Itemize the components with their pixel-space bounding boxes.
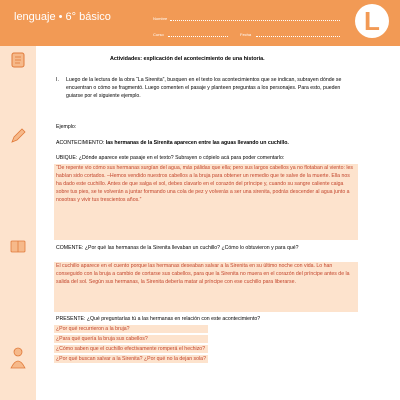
left-margin	[0, 46, 36, 400]
header-bar	[0, 0, 400, 46]
logo-circle	[355, 4, 389, 38]
example-label: Ejemplo:	[56, 124, 77, 130]
ubique-answer[interactable]: “De repente vio cómo sus hermanas surgían del agua, más pálidas que ella; pero sus largos cabellos ya no flotaban al viento: les habían sido cortados. –Hemos vendido nuestros cabellos a la bruja para obtener un remedio que te salve de la muerte. Ella nos ha dado este cuchillo. Antes de que salga el sol, debes clavarlo en el corazón del príncipe y, cuando su sangre caliente caiga sobre tus pies, se te volverán a juntar formando una cola de pez y volverás a ser una sirenita, podrás descender al agua junto a nosotras y vivir tus trescientos años.”	[54, 164, 358, 240]
instruction-text: Luego de la lectura de la obra “La Sirenita”, busquen en el texto los acontecimientos que se indican, subrayen dónde se encuentran o cómo se fragmentó. Luego comenten el pasaje y planteen preguntas a los personajes. Para esto, pueden guiarse por el siguiente ejemplo.	[66, 77, 342, 99]
scroll-icon	[8, 50, 28, 70]
event-line	[56, 140, 356, 146]
course-line[interactable]	[168, 36, 228, 37]
field-label-date: Fecha	[240, 32, 252, 37]
book-icon	[8, 236, 28, 256]
event-label: ACONTECIMIENTO:	[56, 140, 105, 146]
question-item[interactable]: ¿Cómo saben que el cuchillo efectivamente romperá el hechizo?	[54, 345, 208, 353]
question-list	[54, 325, 358, 365]
question-item[interactable]: ¿Para qué quería la bruja sus cabellos?	[54, 335, 208, 343]
date-line[interactable]	[256, 36, 340, 37]
name-line[interactable]	[170, 20, 340, 21]
field-label-course: Curso	[153, 32, 164, 37]
question-item[interactable]: ¿Por qué recurrieron a la bruja?	[54, 325, 208, 333]
subject-title: lenguaje • 6° básico	[14, 11, 111, 23]
activity-title: Actividades: explicación del acontecimiento de una historia.	[110, 56, 265, 62]
comente-label: COMENTE: ¿Por qué las hermanas de la Sirenita llevaban un cuchillo? ¿Cómo lo obtuvieron y para qué?	[56, 245, 299, 251]
comente-answer[interactable]: El cuchillo aparece en el cuento porque las hermanas deseaban salvar a la Sirenita en su último noche con vida. Lo han conseguido con la bruja a cambio de cortarse sus cabellos, para que la Sirenita no muera en el corazón del príncipe antes de la salida del sol. Según sus hermanas, la Sirenita debería matar al príncipe con ese cuchillo para liberarse.	[54, 262, 358, 312]
person-icon	[8, 346, 28, 370]
presente-label: PRESENTE: ¿Qué preguntarías tú a las hermanas en relación con este acontecimiento?	[56, 316, 261, 322]
event-text: las hermanas de la Sirenita aparecen entre las aguas llevando un cuchillo.	[105, 140, 289, 146]
field-label-name: Nombre	[153, 16, 168, 21]
instruction-number: I.	[56, 77, 59, 83]
pencil-icon	[8, 126, 28, 146]
logo-letter: L	[364, 6, 380, 36]
question-item[interactable]: ¿Por qué buscan salvar a la Sirenita? ¿Por qué no la dejan sola?	[54, 355, 208, 363]
logo	[352, 0, 392, 42]
ubique-label: UBIQUE: ¿Dónde aparece este pasaje en el texto? Subrayen o cópielo acá para poder comentarlo:	[56, 155, 285, 161]
